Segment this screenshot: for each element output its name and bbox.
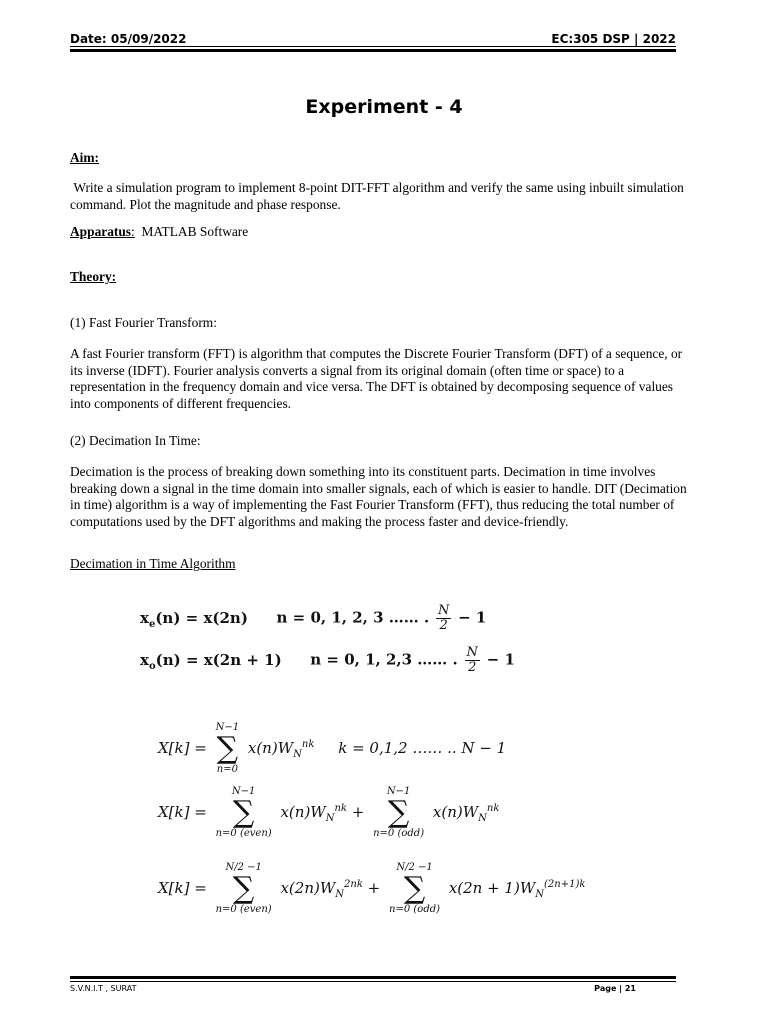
dft-term-sup: nk <box>301 739 315 750</box>
aim-section <box>70 180 690 213</box>
half-even-sup: 2nk <box>344 879 363 890</box>
frac-den: 2 <box>468 660 477 675</box>
xe-frac <box>436 604 451 633</box>
formula-xo <box>140 646 515 675</box>
apparatus-value: MATLAB Software <box>141 224 249 239</box>
sigma-icon <box>216 862 272 916</box>
header-rule-thick <box>70 49 676 52</box>
fft-heading <box>70 315 690 332</box>
dft-term: x(n)W <box>247 739 294 757</box>
sum-lower-even: n=0 (even) <box>215 828 272 839</box>
theory-label: Theory: <box>70 269 117 284</box>
half-odd-term: x(2n + 1)W <box>448 879 536 897</box>
half-even-sub: N <box>335 889 345 900</box>
sum-lower-odd: n=0 (odd) <box>389 904 441 915</box>
sum-lower: n=0 <box>216 764 238 775</box>
footer-page-number: Page | 21 <box>594 984 636 993</box>
xo-symbol: x <box>140 650 149 669</box>
aim-label: Aim: <box>70 150 100 165</box>
apparatus-label: Apparatus <box>70 224 132 239</box>
formula-half <box>158 862 585 916</box>
formula-split <box>158 786 499 840</box>
split-odd-sub: N <box>478 813 487 824</box>
sigma-icon <box>216 722 240 776</box>
formula-dft <box>158 722 506 776</box>
sum-symbol: ∑ <box>403 871 426 906</box>
apparatus-colon: : <box>131 224 135 239</box>
sigma-icon <box>373 786 424 840</box>
dit-paragraph <box>70 464 690 530</box>
split-even-sub: N <box>325 813 335 824</box>
dft-term-sub: N <box>293 749 302 760</box>
frac-num: N <box>466 645 478 660</box>
dft-k-range: k = 0,1,2 …… .. N − 1 <box>338 739 507 757</box>
half-odd-sup: (2n+1)k <box>544 879 586 890</box>
fft-heading-text: (1) Fast Fourier Transform: <box>70 315 217 330</box>
sum-upper-half: N/2 −1 <box>225 862 262 873</box>
footer-institute: S.V.N.I.T , SURAT <box>70 984 137 993</box>
sum-upper: N−1 <box>386 786 411 797</box>
split-plus: + <box>351 803 365 821</box>
half-even-term: x(2n)W <box>280 879 336 897</box>
fft-text: A fast Fourier transform (FFT) is algorithm that computes the Discrete Fourier Transform (DFT) of a sequence, or its inverse (IDFT). Fourier analysis converts a signal from its original domain (often time or space) to a representation in the frequency domain and vice versa. The DFT is obtained by decomposing sequence of values into components of different frequencies. <box>70 346 683 411</box>
split-odd-term: x(n)W <box>432 803 479 821</box>
xo-sub: o <box>148 660 156 672</box>
dit-text: Decimation is the process of breaking down something into its constituent parts. Decimation in time involves breaking down a signal in the time domain into smaller signals, each of which is easier to handle. DIT (Decimation in time) algorithm is a way of implementing the Fast Fourier Transform (FFT), thus reducing the total number of computations used by the DFT algorithms and making the process faster and device-friendly. <box>70 464 687 529</box>
split-odd-sup: nk <box>486 803 500 814</box>
dit-algo-heading-text: Decimation in Time Algorithm <box>70 556 236 571</box>
footer-rule <box>70 981 676 982</box>
header-course: EC:305 DSP | 2022 <box>551 32 676 46</box>
split-even-term: x(n)W <box>280 803 326 821</box>
frac-num: N <box>437 603 450 618</box>
aim-heading <box>70 150 690 167</box>
sum-lower-odd: n=0 (odd) <box>373 828 425 839</box>
formula-xe <box>140 604 486 633</box>
half-lhs: X[k] = <box>158 879 207 897</box>
sum-upper: N−1 <box>231 786 256 797</box>
xo-rhs: (n) = x(2n + 1) <box>155 650 282 669</box>
fft-paragraph <box>70 346 690 412</box>
aim-text <box>70 180 690 213</box>
sum-symbol: ∑ <box>232 871 255 906</box>
split-even-sup: nk <box>334 803 347 814</box>
sum-lower-even: n=0 (even) <box>215 904 272 915</box>
footer-rule-thick <box>70 976 676 979</box>
dit-heading-text: (2) Decimation In Time: <box>70 433 201 448</box>
xe-range: n = 0, 1, 2, 3 …… . <box>276 608 430 627</box>
xe-minus-one: − 1 <box>458 608 487 627</box>
split-lhs: X[k] = <box>158 803 207 821</box>
sum-symbol: ∑ <box>387 795 410 830</box>
page-title: Experiment - 4 <box>305 96 463 118</box>
sum-upper-half: N/2 −1 <box>396 862 433 873</box>
half-plus: + <box>367 879 381 897</box>
xo-frac <box>465 646 480 675</box>
sum-symbol: ∑ <box>216 731 239 766</box>
sigma-icon <box>216 786 272 840</box>
dit-heading <box>70 433 690 450</box>
header-date: Date: 05/09/2022 <box>70 32 187 46</box>
dft-lhs: X[k] = <box>158 739 207 757</box>
header-rule <box>70 46 676 47</box>
sigma-icon <box>389 862 440 916</box>
xo-range: n = 0, 1, 2,3 …… . <box>310 650 458 669</box>
xo-minus-one: − 1 <box>486 650 515 669</box>
dit-algo-heading <box>70 556 690 573</box>
sum-symbol: ∑ <box>232 795 255 830</box>
frac-den: 2 <box>439 618 448 633</box>
theory-heading <box>70 269 690 286</box>
xe-sub: e <box>148 618 156 630</box>
xe-rhs: (n) = x(2n) <box>155 608 248 627</box>
half-odd-sub: N <box>535 889 544 900</box>
sum-upper: N−1 <box>215 722 240 733</box>
xe-symbol: x <box>140 608 149 627</box>
aim-text-body: Write a simulation program to implement 8-point DIT-FFT algorithm and verify the same using inbuilt simulation command. Plot the magnitude and phase response. <box>70 180 684 212</box>
apparatus-line <box>70 224 690 241</box>
